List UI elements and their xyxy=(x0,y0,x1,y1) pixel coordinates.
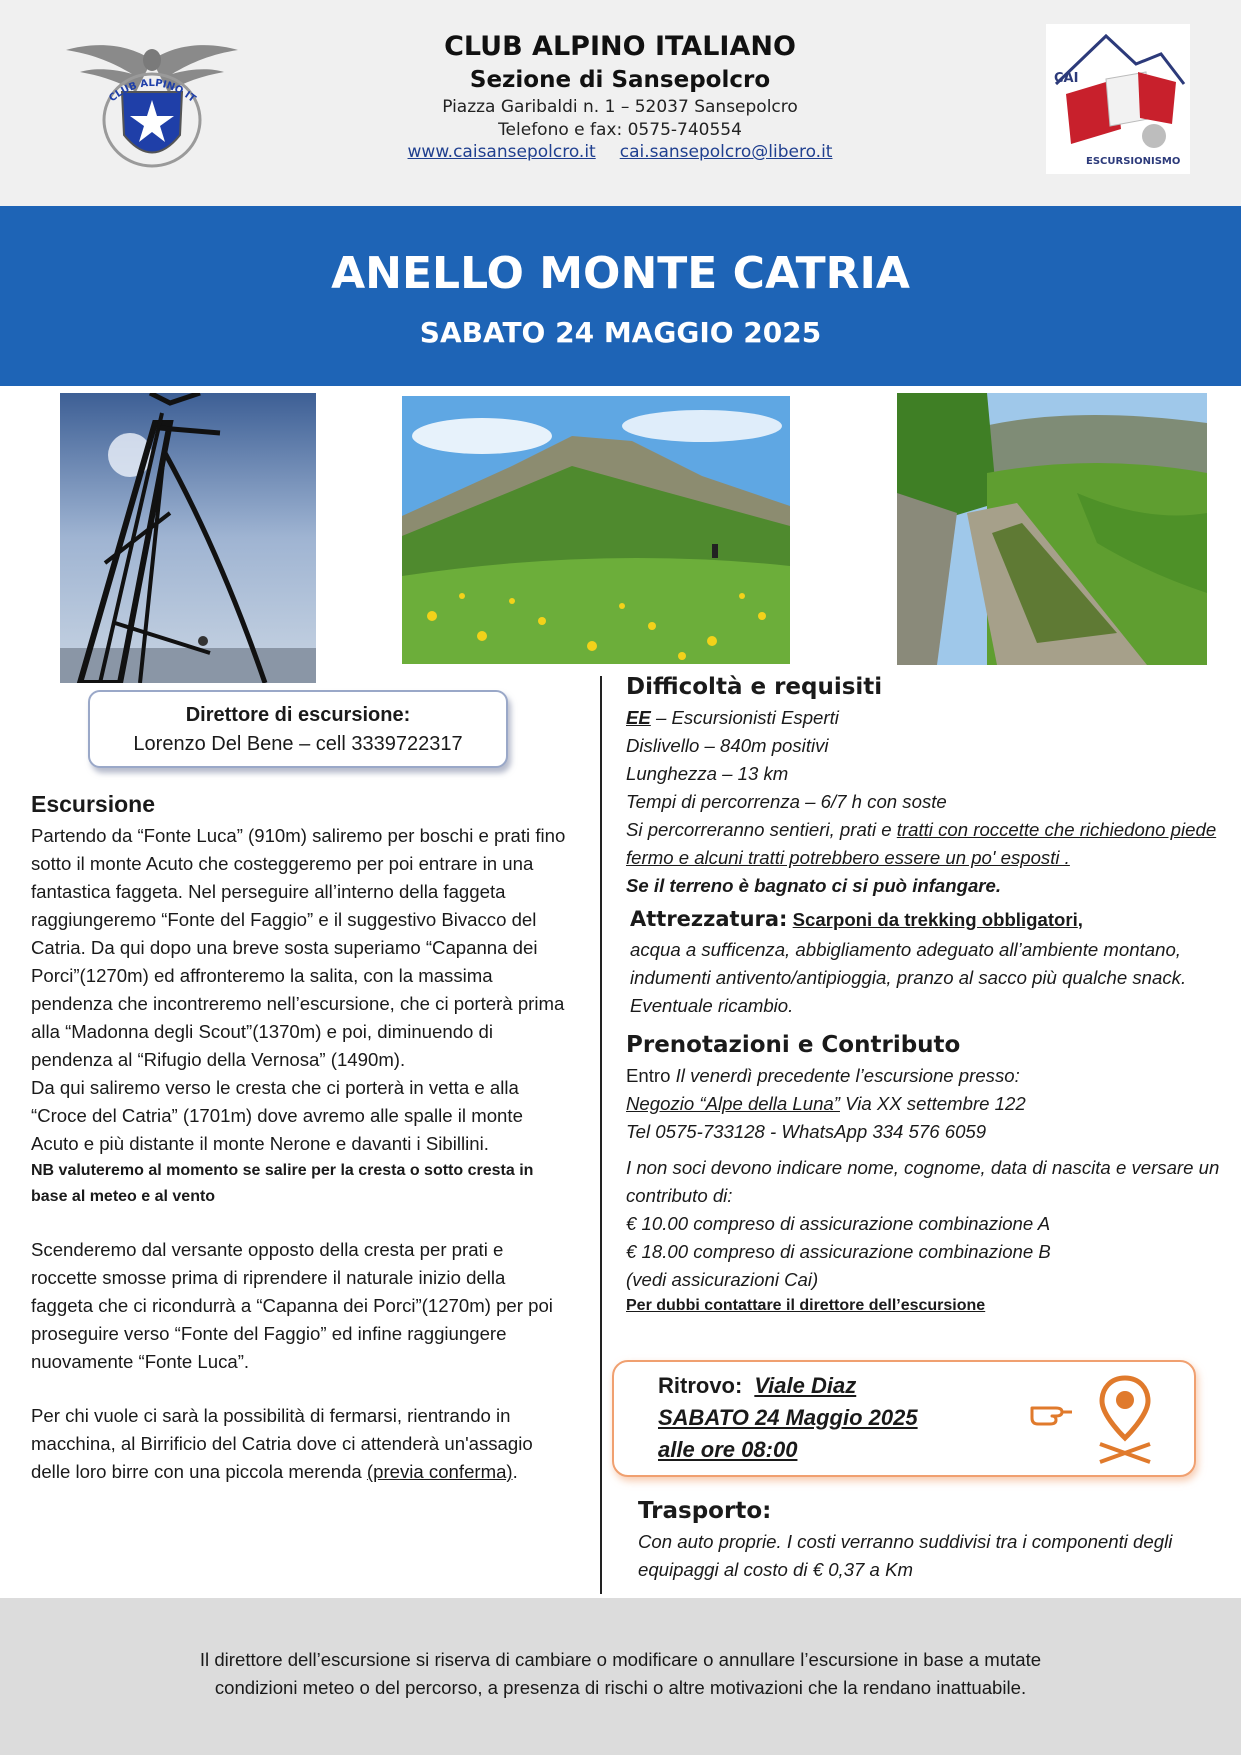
header-text xyxy=(320,30,920,162)
address: Piazza Garibaldi n. 1 – 52037 Sansepolcro xyxy=(442,97,798,117)
negozio-line: Negozio “Alpe della Luna” Via XX settembre 122 xyxy=(626,1093,1026,1114)
svg-text:ESCURSIONISMO: ESCURSIONISMO xyxy=(1086,156,1181,167)
director-title: Direttore di escursione: xyxy=(185,704,411,726)
dislivello: Dislivello – 840m positivi xyxy=(626,735,829,756)
svg-text:CLUB ALPINO ITALIANO: CLUB ALPINO IT xyxy=(107,77,197,105)
trasporto-section xyxy=(638,1494,1218,1584)
photo-summit-cross xyxy=(60,393,316,683)
header xyxy=(0,0,1241,206)
grade-code: EE xyxy=(626,707,651,728)
cai-eagle-logo xyxy=(62,30,242,180)
section-name: Sezione di Sansepolcro xyxy=(469,67,771,93)
previa-conferma: (previa conferma) xyxy=(366,1461,513,1482)
svg-text:CAI: CAI xyxy=(1054,71,1079,86)
prenotazioni-title: Prenotazioni e Contributo xyxy=(626,1032,961,1058)
ritrovo-text xyxy=(658,1370,918,1466)
escursione-title: Escursione xyxy=(31,791,155,817)
attrezzatura-label: Attrezzatura: xyxy=(630,907,788,931)
escursione-paragraph-3: Scenderemo dal versante opposto della cresta per prati e roccette smosse prima di riprendere il naturale inizio della faggeta che ci ricondurrà a “Capanna dei Porci”(1270m) per poi proseguire verso “Fonte del Faggio” ed infine raggiungere nuovamente “Fonte Luca”. xyxy=(31,1239,553,1372)
ritrovo-box xyxy=(612,1360,1196,1477)
email-link[interactable]: cai.sansepolcro@libero.it xyxy=(619,142,833,162)
director-box xyxy=(88,690,508,768)
header-links xyxy=(320,142,920,162)
director-name: Lorenzo Del Bene – cell 3339722317 xyxy=(133,733,463,755)
ritrovo-time: alle ore 08:00 xyxy=(658,1437,798,1462)
dubbi-line: Per dubbi contattare il direttore dell’escursione xyxy=(626,1297,986,1314)
attrezzatura-section: Attrezzatura: Scarponi da trekking obbligatori, acqua a sufficenza, abbigliamento adeguato all’ambiente montano, indumenti antivento/antipioggia, pranzo al sacco più qualche snack. Eventuale ricambio. xyxy=(626,902,1226,1020)
birrificio-text: Per chi vuole ci sarà la possibilità di fermarsi, rientrando in macchina, al Birrificio del Catria dove ci attenderà un'assagio delle loro birre con una piccola merenda xyxy=(31,1405,533,1482)
difficolta-title: Difficoltà e requisiti xyxy=(626,674,883,700)
cai-escursionismo-logo xyxy=(1046,24,1190,174)
footer-disclaimer xyxy=(0,1598,1241,1755)
ritrovo-date: SABATO 24 Maggio 2025 xyxy=(658,1405,918,1430)
location-pin-icon xyxy=(1094,1374,1156,1464)
website-link[interactable]: www.caisansepolcro.it xyxy=(407,142,596,162)
lunghezza: Lunghezza – 13 km xyxy=(626,763,789,784)
photo-fountain-trail xyxy=(897,393,1207,665)
phone: Telefono e fax: 0575-740554 xyxy=(498,120,742,140)
trasporto-title: Trasporto: xyxy=(638,1498,772,1524)
costo-a: € 10.00 compreso di assicurazione combinazione A xyxy=(626,1213,1051,1234)
attrezzatura-text: acqua a sufficenza, abbigliamento adeguato all’ambiente montano, indumenti antivento/antipioggia, pranzo al sacco più qualche snack. Eventuale ricambio. xyxy=(630,939,1187,1016)
photo-mountain-meadow xyxy=(402,396,790,664)
title-banner xyxy=(0,206,1241,386)
column-divider xyxy=(600,676,602,1594)
ritrovo-label: Ritrovo: xyxy=(658,1373,743,1398)
pointing-hand-icon xyxy=(1028,1392,1076,1432)
escursione-paragraph-4: Per chi vuole ci sarà la possibilità di fermarsi, rientrando in macchina, al Birrificio del Catria dove ci attenderà un'assagio delle loro birre con una piccola merenda (previa conferma). xyxy=(31,1405,533,1482)
footer-line-2: condizioni meteo o del percorso, a presenza di rischi o altre motivazioni che la rendano inattuabile. xyxy=(214,1677,1027,1698)
ritrovo-place: Viale Diaz xyxy=(754,1373,857,1398)
escursione-paragraph-2: Da qui saliremo verso le cresta che ci porterà in vetta e alla “Croce del Catria” (1701m) dove avremo alle spalle il monte Acuto e più distante il monte Nerone e davanti i Sibillini. xyxy=(31,1077,523,1154)
escursione-nb-note: NB valuteremo al momento se salire per la cresta o sotto cresta in base al meteo e al vento xyxy=(31,1162,534,1205)
sentieri-note: Si percorreranno sentieri, prati e tratti con roccette che richiedono piede fermo e alcuni tratti potrebbero essere un po' esposti . xyxy=(626,819,1217,868)
org-name: CLUB ALPINO ITALIANO xyxy=(444,31,796,62)
terreno-note: Se il terreno è bagnato ci si può infangare. xyxy=(626,875,1002,896)
tempi: Tempi di percorrenza – 6/7 h con soste xyxy=(626,791,947,812)
grade-line: EE – Escursionisti Esperti xyxy=(626,707,839,728)
nonsoci-line: I non soci devono indicare nome, cognome, data di nascita e versare un contributo di: xyxy=(626,1157,1220,1206)
entro-line: Entro Il venerdì precedente l’escursione presso: xyxy=(626,1065,1020,1086)
event-title: ANELLO MONTE CATRIA xyxy=(331,248,910,299)
vedi-assicurazioni: (vedi assicurazioni Cai) xyxy=(626,1269,819,1290)
costo-b: € 18.00 compreso di assicurazione combinazione B xyxy=(626,1241,1051,1262)
escursione-paragraph-1: Partendo da “Fonte Luca” (910m) saliremo per boschi e prati fino sotto il monte Acuto che costeggeremo per poi entrare in una fantastica faggeta. Nel perseguire all’interno della faggeta raggiungeremo “Fonte del Faggio” e il suggestivo Bivacco del Catria. Da qui dopo una breve sosta superiamo “Capanna dei Porci”(1270m) ed affronteremo la salita, con la massima pendenza che incontreremo nell’escursione, che ci porterà prima alla “Madonna degli Scout”(1370m) e poi, diminuendo di pendenza al “Rifugio della Vernosa” (1490m). xyxy=(31,825,566,1070)
footer-line-1: Il direttore dell’escursione si riserva di cambiare o modificare o annullare l’escursione in base a mutate xyxy=(199,1649,1042,1670)
scarponi: Scarponi da trekking obbligatori xyxy=(792,909,1078,930)
escursione-section xyxy=(31,788,571,1486)
tel-line: Tel 0575-733128 - WhatsApp 334 576 6059 xyxy=(626,1121,987,1142)
right-column xyxy=(626,670,1226,1318)
trasporto-text: Con auto proprie. I costi verranno suddivisi tra i componenti degli equipaggi al costo di € 0,37 a Km xyxy=(638,1531,1173,1580)
event-date: SABATO 24 MAGGIO 2025 xyxy=(419,316,822,349)
